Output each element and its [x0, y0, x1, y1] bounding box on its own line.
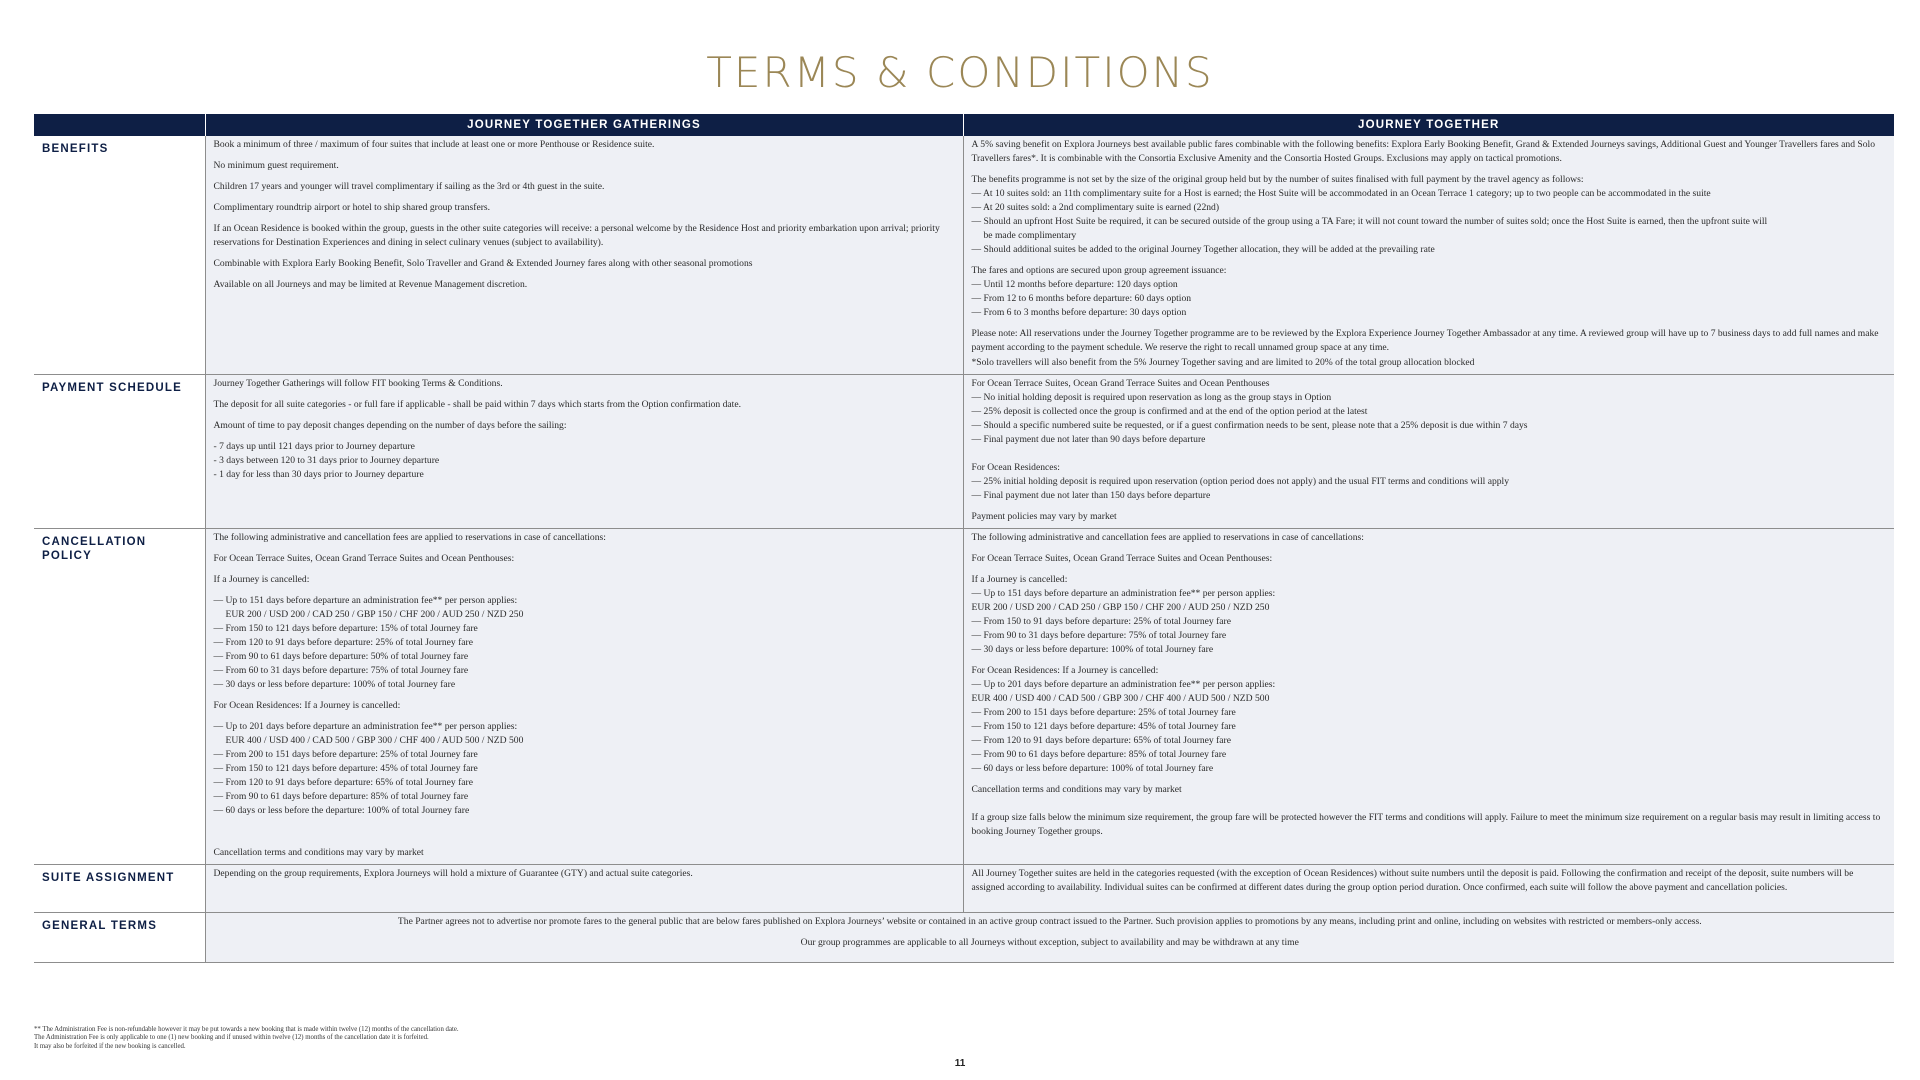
list-item: — Up to 151 days before departure an administration fee** per person applies: [971, 588, 1276, 599]
list-item: — From 120 to 91 days before departure: 65% of total Journey fare [213, 777, 473, 788]
list-item: — From 90 to 31 days before departure: 75% of total Journey fare [971, 630, 1227, 641]
benefits-gatherings-cell [205, 136, 963, 375]
list-item: — Final payment due not later than 90 days before departure [971, 434, 1206, 445]
list-item: — 60 days or less before departure: 100% of total Journey fare [971, 763, 1214, 774]
list-item: EUR 200 / USD 200 / CAD 250 / GBP 150 / CHF 200 / AUD 250 / NZD 250 [225, 609, 524, 620]
benefit-options: The fares and options are secured upon group agreement issuance: [971, 265, 1227, 276]
cancellation-gatherings-cell [205, 529, 963, 865]
row-suite-assignment [34, 865, 1894, 913]
list-item: — 25% deposit is collected once the group is confirmed and at the end of the option period at the latest [971, 406, 1368, 417]
list-item: — 60 days or less before the departure: 100% of total Journey fare [213, 805, 470, 816]
payment-together-cell [963, 375, 1894, 529]
list-item: EUR 200 / USD 200 / CAD 250 / GBP 150 / CHF 200 / AUD 250 / NZD 250 [971, 602, 1270, 613]
benefit-item: Children 17 years and younger will travel complimentary if sailing as the 3rd or 4th guest in the suite. [213, 181, 605, 192]
list-item: — From 90 to 61 days before departure: 85% of total Journey fare [971, 749, 1227, 760]
suite-together-text: All Journey Together suites are held in the categories requested (with the exception of Ocean Residences) without suite numbers until the deposit is paid. Following the confirmation and receipt of the deposit, suite numbers will be assigned according to availability. Individual suites can be confirmed at different dates during the group option period duration. Once confirmed, each suite will follow the above payment and cancellation policies. [971, 868, 1854, 893]
cancellation-minimum: If a group size falls below the minimum size requirement, the group fare will be protected however the FIT terms and conditions will apply. Failure to meet the minimum size requirement on a regular basis may result in limiting access to booking Journey Together groups. [971, 812, 1881, 837]
page-title: TERMS & CONDITIONS [706, 48, 1214, 97]
row-payment [34, 375, 1894, 529]
list-item: - 1 day for less than 30 days prior to Journey departure [213, 469, 424, 480]
list-item: — From 90 to 61 days before departure: 50% of total Journey fare [213, 651, 469, 662]
list-item: — Up to 201 days before departure an administration fee** per person applies: [213, 721, 518, 732]
cancellation-intro: The following administrative and cancellation fees are applied to reservations in case of cancellations: [213, 532, 606, 543]
row-label-general-terms: GENERAL TERMS [34, 913, 205, 963]
general-terms-line: The Partner agrees not to advertise nor promote fares to the general public that are below fares published on Explora Journeys’ website or contained in an active group contract issued to the Partner. Such provision applies to promotions by any means, including print and online, including on websites with restricted or members-only access. [397, 916, 1702, 927]
list-item: — 30 days or less before departure: 100% of total Journey fare [971, 644, 1214, 655]
cancellation-vary: Cancellation terms and conditions may vary by market [213, 847, 424, 858]
table-header-row [34, 114, 1894, 136]
row-label-benefits: BENEFITS [34, 136, 205, 375]
cancellation-if: If a Journey is cancelled: [213, 574, 310, 585]
list-item: If a Journey is cancelled: [971, 574, 1068, 585]
column-header-gatherings: JOURNEY TOGETHER GATHERINGS [205, 114, 963, 136]
payment-residences-head: For Ocean Residences: [971, 462, 1060, 473]
cancellation-intro: The following administrative and cancellation fees are applied to reservations in case of cancellations: [971, 532, 1364, 543]
list-item: — From 12 to 6 months before departure: 60 days option [971, 293, 1192, 304]
list-item: — From 120 to 91 days before departure: 65% of total Journey fare [971, 735, 1231, 746]
list-item: - 7 days up until 121 days prior to Journey departure [213, 441, 415, 452]
list-item: — Should a specific numbered suite be requested, or if a guest confirmation needs to be sent, please note that a 25% deposit is due within 7 days [971, 420, 1528, 431]
list-item: — Up to 201 days before departure an administration fee** per person applies: [971, 679, 1276, 690]
list-item: — From 6 to 3 months before departure: 30 days option [971, 307, 1187, 318]
list-item: — Until 12 months before departure: 120 days option [971, 279, 1178, 290]
list-item: — Should additional suites be added to the original Journey Together allocation, they will be added at the prevailing rate [971, 244, 1435, 255]
page-number: 11 [954, 1058, 966, 1069]
terms-table [34, 114, 1894, 963]
cancellation-vary: Cancellation terms and conditions may vary by market [971, 784, 1182, 795]
row-benefits [34, 136, 1894, 375]
column-header-together: JOURNEY TOGETHER [963, 114, 1894, 136]
cancellation-ocean: For Ocean Terrace Suites, Ocean Grand Terrace Suites and Ocean Penthouses: [213, 553, 515, 564]
list-item: — Up to 151 days before departure an administration fee** per person applies: [213, 595, 518, 606]
cancellation-residences-head: For Ocean Residences: If a Journey is cancelled: [971, 665, 1159, 676]
list-item: — Should an upfront Host Suite be required, it can be secured outside of the group using a TA Fare; it will not count toward the number of suites sold; once the Host Suite is earned, then the upfront suite will [971, 216, 1768, 227]
footnote-line: ** The Administration Fee is non-refundable however it may be put towards a new booking that is made within twelve (12) months of the cancellation date. [34, 1026, 459, 1033]
footnote-line: It may also be forfeited if the new booking is cancelled. [34, 1042, 186, 1050]
cancellation-ocean: For Ocean Terrace Suites, Ocean Grand Terrace Suites and Ocean Penthouses: [971, 553, 1273, 564]
payment-head: For Ocean Terrace Suites, Ocean Grand Terrace Suites and Ocean Penthouses [971, 378, 1270, 389]
benefit-item: Available on all Journeys and may be limited at Revenue Management discretion. [213, 279, 528, 290]
cancellation-residences-head: For Ocean Residences: If a Journey is cancelled: [213, 700, 401, 711]
suite-together-cell [963, 865, 1894, 913]
benefit-item: Complimentary roundtrip airport or hotel to ship shared group transfers. [213, 202, 491, 213]
list-item: — From 60 to 31 days before departure: 75% of total Journey fare [213, 665, 469, 676]
row-label-cancellation: CANCELLATION POLICY [34, 529, 205, 865]
list-item: — From 200 to 151 days before departure: 25% of total Journey fare [213, 749, 478, 760]
row-label-payment: PAYMENT SCHEDULE [34, 375, 205, 529]
list-item: — From 150 to 121 days before departure: 45% of total Journey fare [971, 721, 1236, 732]
list-item: — 25% initial holding deposit is required upon reservation (option period does not apply) and the usual FIT terms and conditions will apply [971, 476, 1510, 487]
general-terms-line: Our group programmes are applicable to all Journeys without exception, subject to availability and may be withdrawn at any time [800, 937, 1299, 948]
payment-item: Amount of time to pay deposit changes depending on the number of days before the sailing: [213, 420, 567, 431]
general-terms-cell [205, 913, 1894, 963]
payment-vary: Payment policies may vary by market [971, 511, 1117, 522]
list-item: EUR 400 / USD 400 / CAD 500 / GBP 300 / CHF 400 / AUD 500 / NZD 500 [971, 693, 1270, 704]
payment-gatherings-cell [205, 375, 963, 529]
benefit-solo: *Solo travellers will also benefit from the 5% Journey Together saving and are limited to 20% of the total group allocation blocked [971, 357, 1475, 368]
list-item: - 3 days between 120 to 31 days prior to Journey departure [213, 455, 440, 466]
list-item: — No initial holding deposit is required upon reservation as long as the group stays in Option [971, 392, 1332, 403]
header-blank [34, 114, 205, 136]
row-label-suite-assignment: SUITE ASSIGNMENT [34, 865, 205, 913]
list-item: — From 150 to 121 days before departure: 45% of total Journey fare [213, 763, 478, 774]
list-item: — At 10 suites sold: an 11th complimentary suite for a Host is earned; the Host Suite will be accommodated in an Ocean Terrace 1 category; up to two people can be accommodated in the suite [971, 188, 1711, 199]
cancellation-together-cell [963, 529, 1894, 865]
list-item: — From 120 to 91 days before departure: 25% of total Journey fare [213, 637, 473, 648]
row-cancellation [34, 529, 1894, 865]
list-item: — From 200 to 151 days before departure: 25% of total Journey fare [971, 707, 1236, 718]
list-item: EUR 400 / USD 400 / CAD 500 / GBP 300 / CHF 400 / AUD 500 / NZD 500 [225, 735, 524, 746]
row-general-terms [34, 913, 1894, 963]
payment-item: The deposit for all suite categories - or full fare if applicable - shall be paid within 7 days which starts from the Option confirmation date. [213, 399, 741, 410]
benefit-intro: A 5% saving benefit on Explora Journeys best available public fares combinable with the following benefits: Explora Early Booking Benefit, Grand & Extended Journeys savings, Additional Guest and Younger Travellers fares and Solo Travellers fares*. It is combinable with the Consortia Exclusive Amenity and the Consortia Hosted Groups. Exclusions may apply on tactical promotions. [971, 139, 1875, 164]
benefit-item: Combinable with Explora Early Booking Benefit, Solo Traveller and Grand & Extended Journey fares along with other seasonal promotions [213, 258, 753, 269]
list-item: be made complimentary [983, 230, 1077, 241]
benefit-note: Please note: All reservations under the Journey Together programme are to be reviewed by the Explora Experience Journey Together Ambassador at any time. A reviewed group will have up to 7 business days to add full names and make payment according to the payment schedule. We reserve the right to recall unnamed group space at any time. [971, 328, 1879, 353]
list-item: — From 90 to 61 days before departure: 85% of total Journey fare [213, 791, 469, 802]
benefits-together-cell [963, 136, 1894, 375]
suite-gatherings-cell [205, 865, 963, 913]
list-item: — From 150 to 121 days before departure: 15% of total Journey fare [213, 623, 478, 634]
benefit-item: If an Ocean Residence is booked within the group, guests in the other suite categories will receive: a personal welcome by the Residence Host and priority embarkation upon arrival; priority reservations for Destination Experiences and dining in select culinary venues (subject to availability). [213, 223, 940, 248]
list-item: — From 150 to 91 days before departure: 25% of total Journey fare [971, 616, 1231, 627]
benefit-item: Book a minimum of three / maximum of four suites that include at least one or more Penthouse or Residence suite. [213, 139, 655, 150]
footnote [34, 1026, 459, 1051]
payment-item: Journey Together Gatherings will follow FIT booking Terms & Conditions. [213, 378, 503, 389]
suite-gatherings-text: Depending on the group requirements, Explora Journeys will hold a mixture of Guarantee (GTY) and actual suite categories. [213, 868, 693, 879]
benefit-programme: The benefits programme is not set by the size of the original group held but by the number of suites finalised with full payment by the travel agency as follows: [971, 174, 1584, 185]
footnote-line: The Administration Fee is only applicable to one (1) new booking and if unused within twelve (12) months of the cancellation date it is forfeited. [34, 1034, 429, 1042]
benefit-item: No minimum guest requirement. [213, 160, 339, 171]
list-item: — At 20 suites sold: a 2nd complimentary suite is earned (22nd) [971, 202, 1220, 213]
list-item: — 30 days or less before departure: 100% of total Journey fare [213, 679, 456, 690]
list-item: — Final payment due not later than 150 days before departure [971, 490, 1211, 501]
